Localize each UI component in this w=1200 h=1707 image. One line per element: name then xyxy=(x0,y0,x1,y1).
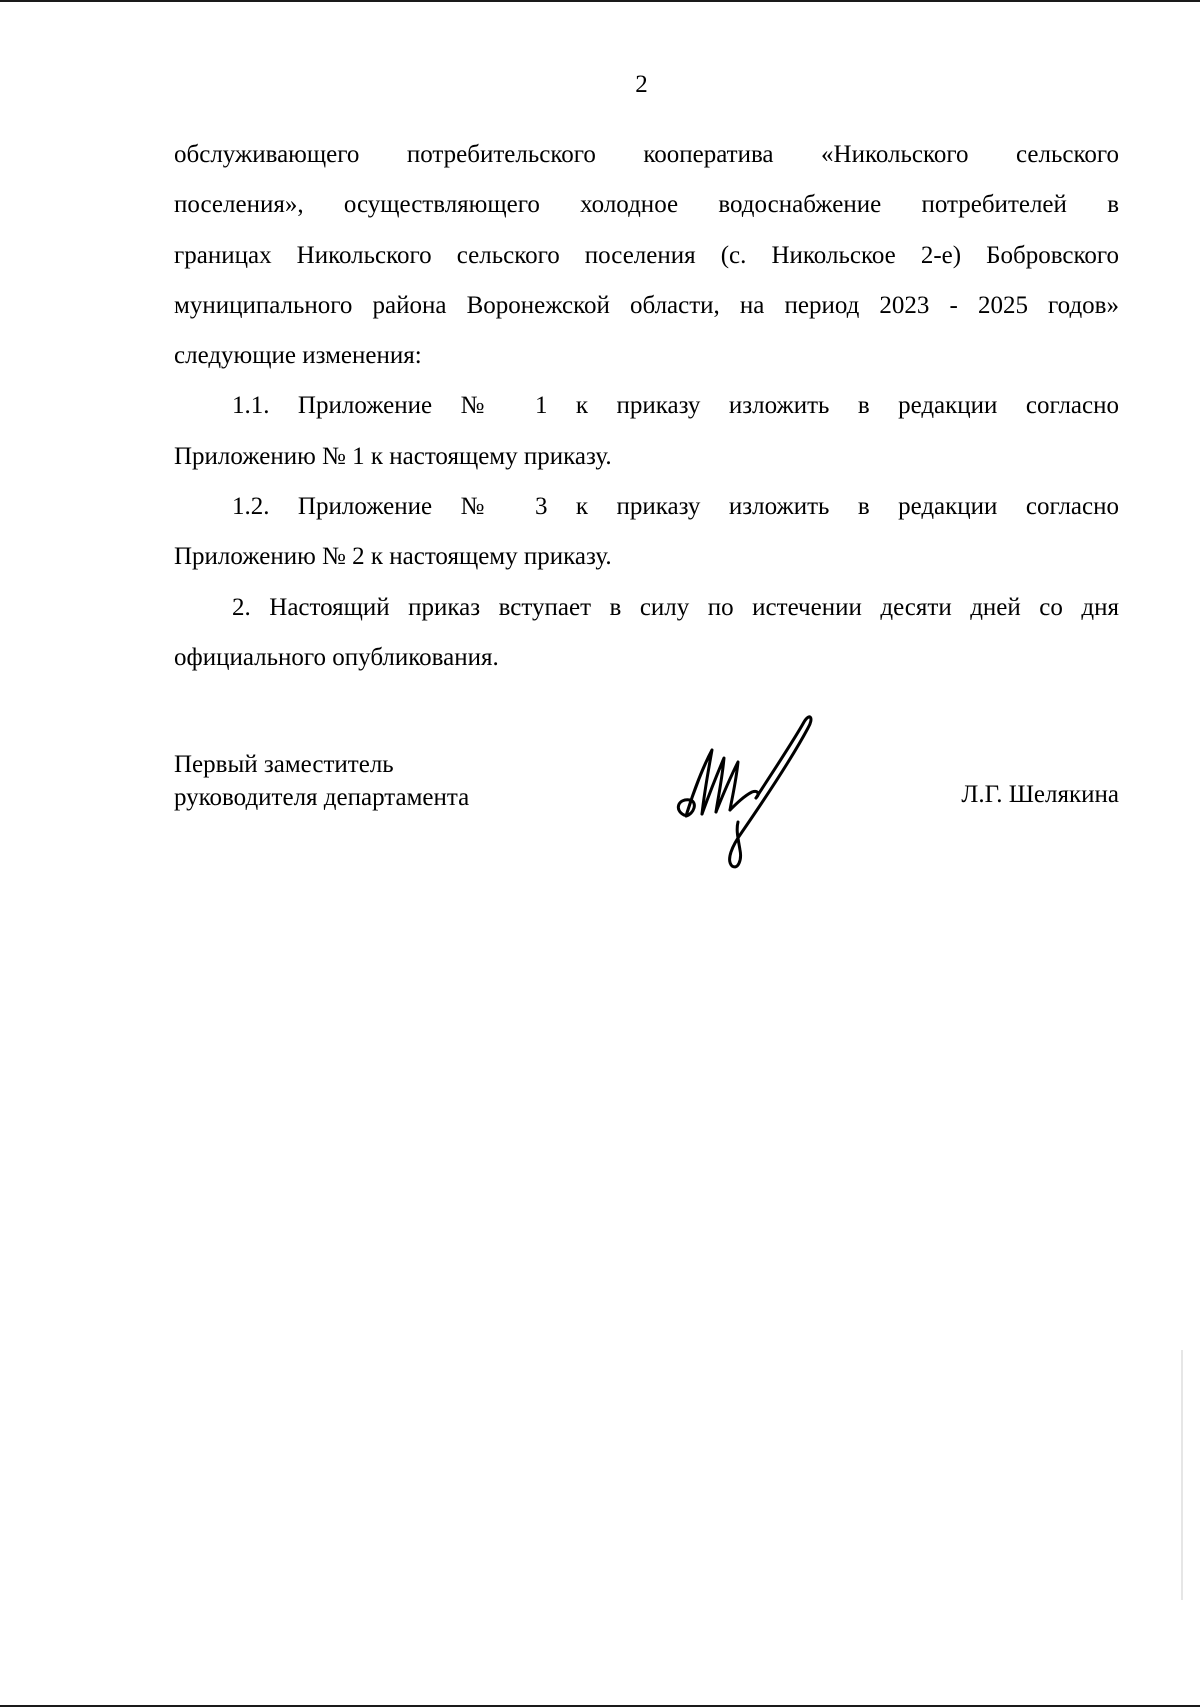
signature-block xyxy=(174,748,1119,878)
text-line: 2. Настоящий приказ вступает в силу по истечении десяти дней со дня xyxy=(232,593,1119,621)
scan-top-edge xyxy=(0,0,1200,2)
signatory-position-line: руководителя департамента xyxy=(174,784,470,811)
text-line: 1.1. Приложение № 1 к приказу изложить в редакции согласно xyxy=(232,392,1119,420)
text-line: обслуживающего потребительского кооператива «Никольского сельского xyxy=(174,141,1119,168)
signatory-position xyxy=(174,748,594,814)
item-1-1-paragraph xyxy=(174,381,1119,482)
signatory-name: Л.Г. Шелякина xyxy=(961,781,1119,808)
text-line: границах Никольского сельского поселения (с. Никольское 2-е) Бобровского xyxy=(174,241,1119,269)
signatory-position-line: Первый заместитель xyxy=(174,751,394,778)
page-number: 2 xyxy=(635,71,648,98)
text-line: Приложению № 1 к настоящему приказу. xyxy=(174,442,612,470)
scan-edge-shadow xyxy=(1181,1350,1183,1600)
item-1-2-paragraph xyxy=(174,482,1119,583)
text-line: официального опубликования. xyxy=(174,643,499,671)
text-line: Приложению № 2 к настоящему приказу. xyxy=(174,543,612,571)
text-line: муниципального района Воронежской области, на период 2023 - 2025 годов» xyxy=(174,291,1119,319)
document-body xyxy=(174,130,1119,683)
text-line: следующие изменения: xyxy=(174,342,422,370)
intro-paragraph xyxy=(174,130,1119,381)
text-line: поселения», осуществляющего холодное водоснабжение потребителей в xyxy=(174,191,1119,219)
item-2-paragraph xyxy=(174,583,1119,684)
text-line: 1.2. Приложение № 3 к приказу изложить в редакции согласно xyxy=(232,493,1119,521)
handwritten-signature xyxy=(664,710,824,870)
